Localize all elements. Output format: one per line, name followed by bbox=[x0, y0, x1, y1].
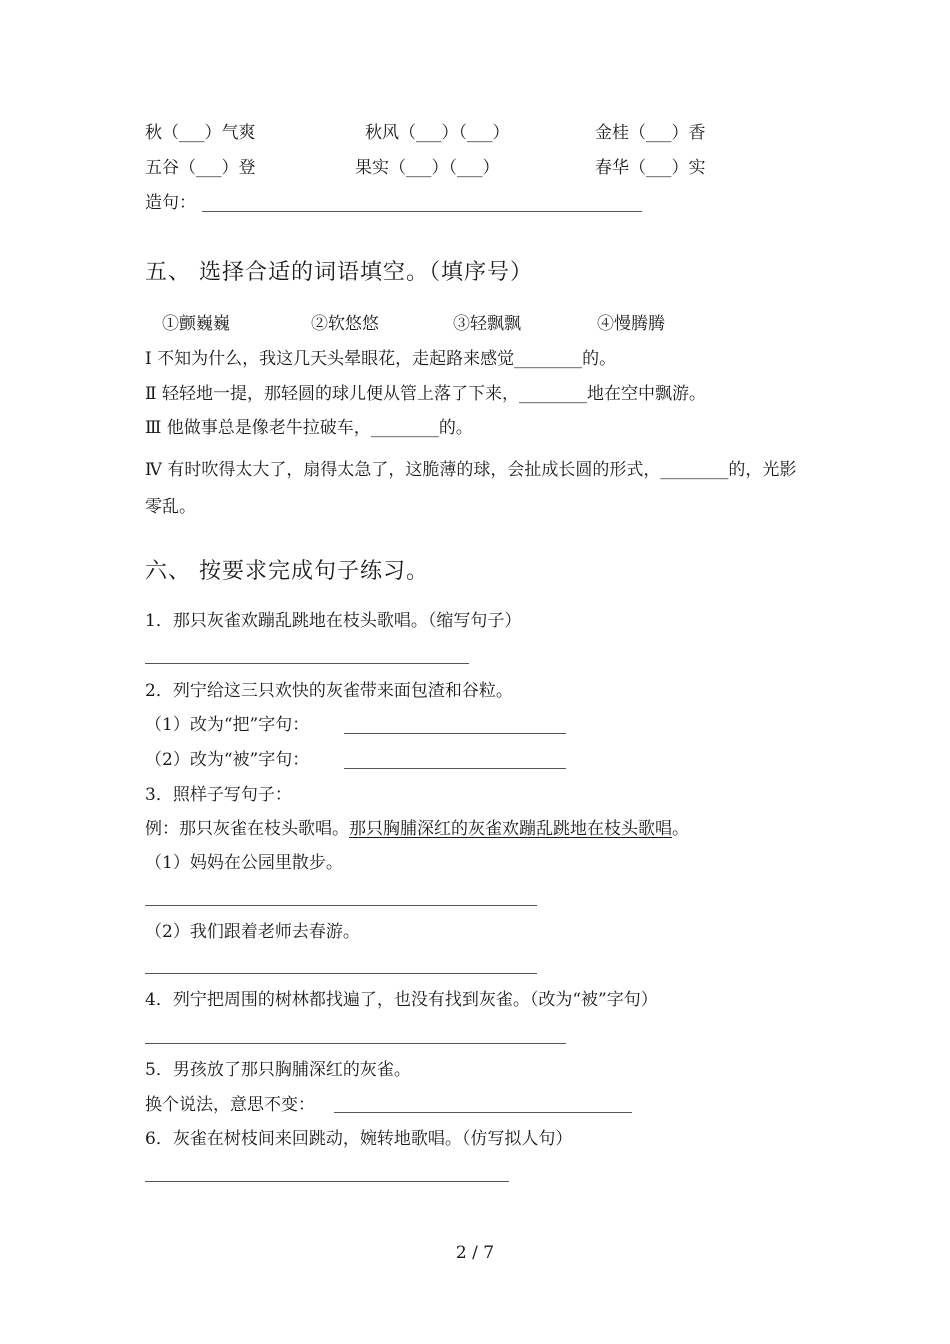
option-3: ③轻飘飘 bbox=[453, 314, 521, 334]
idiom-qiu-qi-shuang: 秋（___）气爽 bbox=[145, 123, 256, 143]
q3-text: Ⅲ 他做事总是像老牛拉破车， bbox=[145, 418, 371, 438]
s6-q2-2-prompt: （2）改为“被”字句： bbox=[145, 750, 310, 770]
s6-question-6: 6．灰雀在树枝间来回跳动，婉转地歌唱。（仿写拟人句） bbox=[145, 1129, 573, 1149]
s6-q6-answer-line[interactable] bbox=[145, 1181, 509, 1182]
s6-q3-2-prompt: （2）我们跟着老师去春游。 bbox=[145, 922, 360, 942]
s6-q3-1-answer-line[interactable] bbox=[145, 905, 537, 906]
make-sentence-answer-line[interactable] bbox=[202, 211, 642, 212]
q2-text: Ⅱ 轻轻地一提，那轻圆的球儿便从管上落了下来， bbox=[145, 384, 519, 404]
option-1: ①颤巍巍 bbox=[162, 314, 230, 334]
q1-text-end: 的。 bbox=[582, 349, 617, 369]
example-original: 例：那只灰雀在枝头歌唱。 bbox=[145, 819, 349, 839]
section-5-question-3 bbox=[145, 417, 473, 439]
idiom-qiu-feng: 秋风（___）（___） bbox=[365, 123, 510, 143]
idiom-guo-shi: 果实（___）（___） bbox=[355, 158, 500, 178]
q2-text-end: 地在空中飘游。 bbox=[586, 384, 706, 404]
idiom-chun-hua: 春华（___）实 bbox=[595, 158, 706, 178]
q3-blank[interactable]: ________ bbox=[370, 418, 439, 438]
s6-q2-1-answer-line[interactable] bbox=[344, 733, 566, 734]
s6-q5-prompt: 换个说法，意思不变： bbox=[145, 1095, 315, 1115]
s6-question-1: 1．那只灰雀欢蹦乱跳地在枝头歌唱。（缩写句子） bbox=[145, 611, 522, 631]
option-4: ④慢腾腾 bbox=[597, 314, 665, 334]
s6-q2-2-answer-line[interactable] bbox=[344, 768, 566, 769]
option-2: ②软悠悠 bbox=[311, 314, 379, 334]
q4-text-end: 的，光影零乱。 bbox=[145, 460, 797, 517]
s6-q4-answer-line[interactable] bbox=[145, 1043, 566, 1044]
q1-blank[interactable]: ________ bbox=[514, 349, 583, 369]
q4-text: Ⅳ 有时吹得太大了，扇得太急了，这脆薄的球，会扯成长圆的形式， bbox=[145, 460, 661, 480]
make-sentence-label: 造句： bbox=[145, 193, 196, 213]
section-5-heading: 五、 选择合适的词语填空。（填序号） bbox=[145, 260, 533, 285]
s6-q3-example bbox=[145, 818, 689, 840]
q2-blank[interactable]: ________ bbox=[518, 384, 587, 404]
section-5-question-1 bbox=[145, 348, 616, 370]
idiom-jin-gui: 金桂（___）香 bbox=[595, 123, 706, 143]
s6-q2-1-prompt: （1）改为“把”字句： bbox=[145, 715, 310, 735]
section-6-heading: 六、 按要求完成句子练习。 bbox=[145, 559, 429, 584]
section-5-question-4 bbox=[145, 452, 803, 526]
page-number: 2 / 7 bbox=[455, 1243, 495, 1263]
section-5-question-2 bbox=[145, 383, 706, 405]
s6-question-3: 3．照样子写句子： bbox=[145, 785, 292, 805]
s6-question-2: 2．列宁给这三只欢快的灰雀带来面包渣和谷粒。 bbox=[145, 681, 513, 701]
q1-text: Ⅰ 不知为什么，我这几天头晕眼花，走起路来感觉 bbox=[145, 349, 515, 369]
example-expanded: 那只胸脯深红的灰雀欢蹦乱跳地在枝头歌唱 bbox=[349, 819, 672, 839]
s6-q3-1-prompt: （1）妈妈在公园里散步。 bbox=[145, 853, 343, 873]
s6-q5-answer-line[interactable] bbox=[334, 1112, 632, 1113]
example-period: 。 bbox=[672, 819, 689, 839]
s6-q3-2-answer-line[interactable] bbox=[145, 973, 537, 974]
s6-question-5: 5．男孩放了那只胸脯深红的灰雀。 bbox=[145, 1060, 411, 1080]
s6-q1-answer-line[interactable] bbox=[145, 663, 469, 664]
idiom-wu-gu: 五谷（___）登 bbox=[145, 158, 256, 178]
q4-blank[interactable]: ________ bbox=[660, 460, 729, 480]
q3-text-end: 的。 bbox=[438, 418, 473, 438]
s6-question-4: 4．列宁把周围的树林都找遍了，也没有找到灰雀。（改为“被”字句） bbox=[145, 990, 658, 1010]
